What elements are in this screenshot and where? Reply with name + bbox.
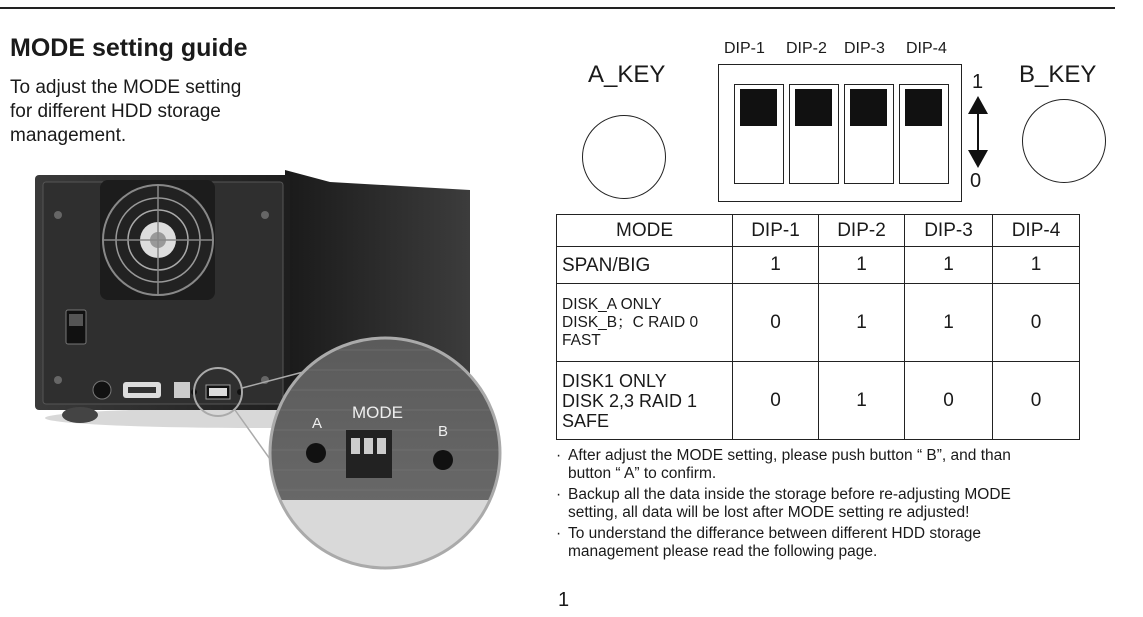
dip-switch-1 <box>734 84 784 184</box>
value-cell: 0 <box>905 362 993 440</box>
dip-switch-3 <box>844 84 894 184</box>
dip-label-1: DIP-1 <box>724 40 765 57</box>
note-item <box>556 525 1116 561</box>
mode-line: FAST <box>562 331 601 349</box>
mode-cell <box>557 284 733 362</box>
dip-switch-2 <box>789 84 839 184</box>
page-title: MODE setting guide <box>10 34 248 62</box>
value-cell: 1 <box>905 247 993 284</box>
note-line: To understand the differance between different HDD storage <box>568 525 982 542</box>
table-header-row <box>557 215 1080 247</box>
note-line: button “ A” to confirm. <box>568 465 717 482</box>
header-dip-2: DIP-2 <box>819 215 905 247</box>
intro-line: To adjust the MODE setting <box>10 77 242 98</box>
page-number: 1 <box>558 589 570 611</box>
mode-cell <box>557 247 733 284</box>
header-dip-1: DIP-1 <box>733 215 819 247</box>
value-cell: 0 <box>993 284 1080 362</box>
table-row <box>557 284 1080 362</box>
note-line: management please read the following page. <box>568 543 878 560</box>
mode-line: SAFE <box>562 410 610 431</box>
value-cell: 1 <box>905 284 993 362</box>
a-key-label: A_KEY <box>588 61 666 88</box>
mode-line: DISK1 ONLY <box>562 370 667 391</box>
mode-line: DISK_A ONLY <box>562 295 662 313</box>
switch-on-label: 1 <box>972 71 984 93</box>
value-cell: 0 <box>733 284 819 362</box>
dip-label-3: DIP-3 <box>844 40 885 57</box>
b-key-button <box>1022 99 1106 183</box>
device-illustration <box>30 160 510 580</box>
top-rule <box>0 7 1115 9</box>
intro-line: management. <box>10 125 127 146</box>
value-cell: 1 <box>993 247 1080 284</box>
mode-line: DISK_B；C RAID 0 <box>562 313 699 331</box>
note-item <box>556 447 1116 483</box>
note-line: setting, all data will be lost after MODE setting re adjusted! <box>568 504 970 521</box>
dip-label-2: DIP-2 <box>786 40 827 57</box>
b-key-label: B_KEY <box>1019 61 1097 88</box>
table-row <box>557 247 1080 284</box>
header-mode: MODE <box>557 215 733 247</box>
dip-switch-4 <box>899 84 949 184</box>
value-cell: 0 <box>993 362 1080 440</box>
mode-cell <box>557 362 733 440</box>
a-key-button <box>582 115 666 199</box>
value-cell: 0 <box>733 362 819 440</box>
dip-switch-block <box>718 64 962 202</box>
mode-line: SPAN/BIG <box>562 254 651 276</box>
value-cell: 1 <box>819 247 905 284</box>
value-cell: 1 <box>819 284 905 362</box>
switch-off-label: 0 <box>970 170 982 192</box>
zoom-label-b: B <box>438 423 449 440</box>
value-cell: 1 <box>733 247 819 284</box>
intro-line: for different HDD storage <box>10 101 221 122</box>
header-dip-3: DIP-3 <box>905 215 993 247</box>
mode-table <box>556 214 1080 440</box>
notes-list <box>556 447 1116 564</box>
intro-text <box>10 76 310 148</box>
zoom-label-a: A <box>312 415 323 432</box>
note-line: Backup all the data inside the storage before re-adjusting MODE <box>568 486 1011 503</box>
value-cell: 1 <box>819 362 905 440</box>
note-line: After adjust the MODE setting, please push button “ B”, and than <box>568 447 1011 464</box>
bullet: · <box>556 525 562 542</box>
zoom-label-mode: MODE <box>352 403 403 422</box>
dip-label-4: DIP-4 <box>906 40 947 57</box>
bullet: · <box>556 447 562 464</box>
bullet: · <box>556 486 562 503</box>
mode-line: DISK 2,3 RAID 1 <box>562 390 698 411</box>
note-item <box>556 486 1116 522</box>
up-down-arrow-icon <box>966 96 990 168</box>
header-dip-4: DIP-4 <box>993 215 1080 247</box>
table-row <box>557 362 1080 440</box>
